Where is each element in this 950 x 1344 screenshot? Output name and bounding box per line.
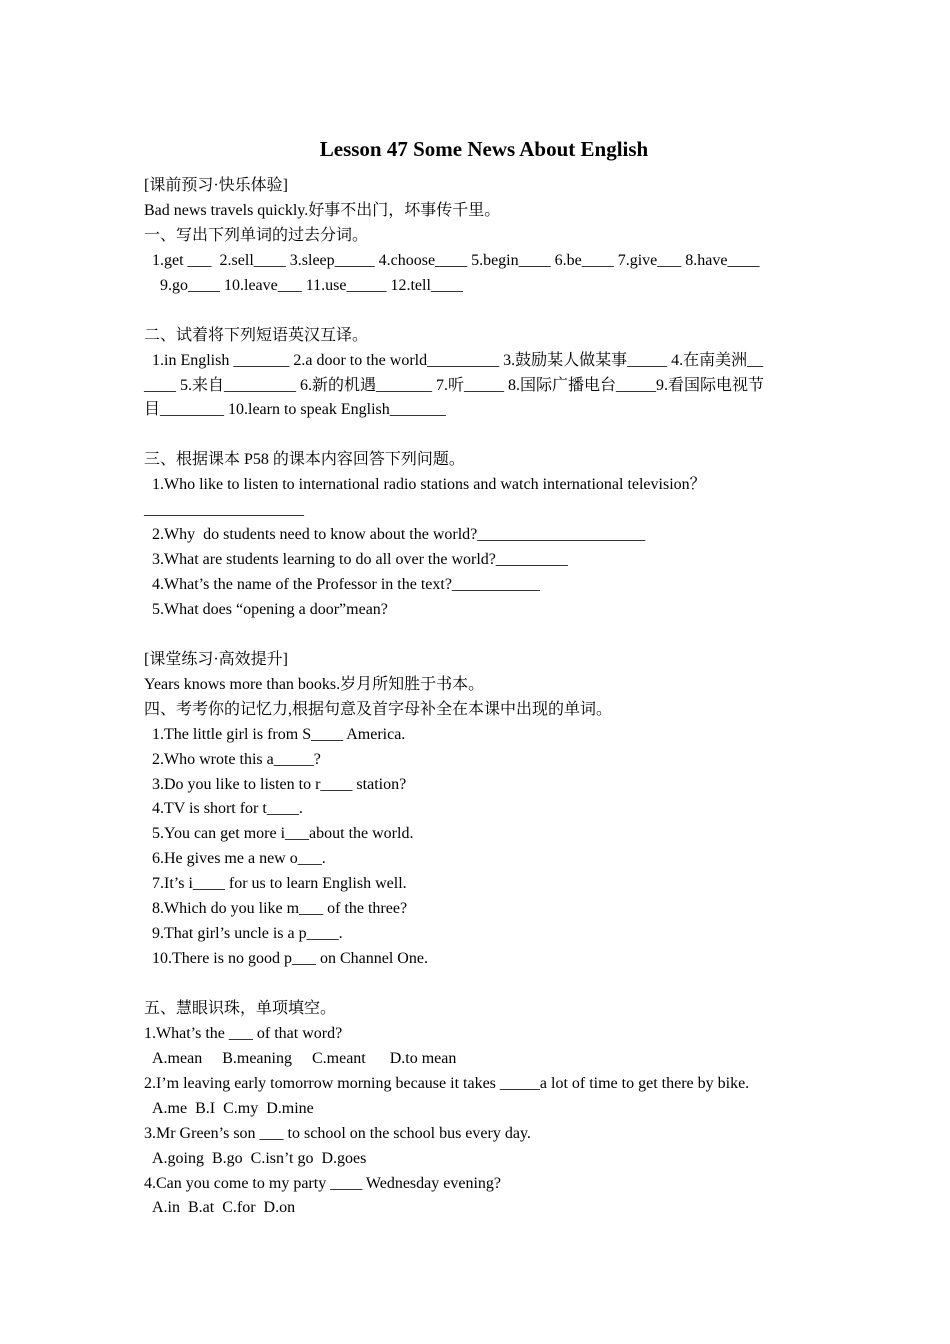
section5-options: A.me B.I C.my D.mine: [152, 1099, 314, 1117]
section4-heading: 四、考考你的记忆力,根据句意及首字母补全在本课中出现的单词。: [144, 700, 613, 718]
section3-heading: 三、根据课本 P58 的课本内容回答下列问题。: [144, 451, 465, 469]
section4-item: 1.The little girl is from S____ America.: [152, 725, 406, 743]
section4-item: 4.TV is short for t____.: [152, 800, 303, 818]
practice-header: [课堂练习·高效提升]: [144, 650, 288, 668]
section2-line-1: 1.in English _______ 2.a door to the world_________ 3.鼓励某人做某事_____ 4.在南美洲__: [152, 351, 764, 369]
section5-question: 3.Mr Green’s son ___ to school on the school bus every day.: [144, 1124, 531, 1142]
section4-item: 9.That girl’s uncle is a p____.: [152, 925, 343, 943]
section4-item: 3.Do you like to listen to r____ station?: [152, 775, 407, 793]
section5-question: 1.What’s the ___ of that word?: [144, 1024, 343, 1042]
section4-item: 5.You can get more i___about the world.: [152, 825, 414, 843]
document-body: [144, 174, 814, 1221]
section5-question: 4.Can you come to my party ____ Wednesday evening?: [144, 1174, 501, 1192]
section1-line-1: 1.get ___ 2.sell____ 3.sleep_____ 4.choose____ 5.begin____ 6.be____ 7.give___ 8.have____: [152, 251, 760, 269]
section3-answer-line-1: ____________________: [144, 501, 304, 519]
section2-line-2: ____ 5.来自_________ 6.新的机遇_______ 7.听_____ 8.国际广播电台_____9.看国际电视节: [144, 376, 765, 394]
section4-item: 8.Which do you like m___ of the three?: [152, 900, 408, 918]
spacer: [144, 299, 814, 324]
section1-heading: 一、写出下列单词的过去分词。: [144, 226, 369, 244]
spacer: [144, 423, 814, 448]
section3-question-5: 5.What does “opening a door”mean?: [152, 600, 388, 618]
preview-proverb: Bad news travels quickly.好事不出门，坏事传千里。: [144, 201, 501, 219]
section5-options: A.in B.at C.for D.on: [152, 1199, 296, 1217]
spacer: [144, 972, 814, 997]
section3-question-2: 2.Why do students need to know about the world?_____________________: [152, 526, 646, 544]
section2-line-3: 目________ 10.learn to speak English_______: [144, 401, 446, 419]
section1-line-2: 9.go____ 10.leave___ 11.use_____ 12.tell____: [160, 276, 463, 294]
section3-question-3: 3.What are students learning to do all over the world?_________: [152, 551, 568, 569]
section2-heading: 二、试着将下列短语英汉互译。: [144, 326, 369, 344]
spacer: [144, 623, 814, 648]
practice-proverb: Years knows more than books.岁月所知胜于书本。: [144, 675, 485, 693]
section4-item: 6.He gives me a new o___.: [152, 850, 326, 868]
section3-question-4: 4.What’s the name of the Professor in the text?___________: [152, 576, 540, 593]
section4-item: 7.It’s i____ for us to learn English well.: [152, 875, 407, 893]
section4-item: 2.Who wrote this a_____?: [152, 750, 321, 768]
section5-heading: 五、慧眼识珠，单项填空。: [144, 999, 337, 1017]
section5-options: A.going B.go C.isn’t go D.goes: [152, 1149, 367, 1167]
preview-header: [课前预习·快乐体验]: [144, 177, 288, 194]
page-title: Lesson 47 Some News About English: [319, 137, 649, 161]
section4-item: 10.There is no good p___ on Channel One.: [152, 950, 428, 968]
section5-question: 2.I’m leaving early tomorrow morning because it takes _____a lot of time to get there by bike.: [144, 1074, 750, 1092]
section5-options: A.mean B.meaning C.meant D.to mean: [152, 1049, 457, 1067]
section3-question-1: 1.Who like to listen to international radio stations and watch international television？: [152, 476, 706, 494]
